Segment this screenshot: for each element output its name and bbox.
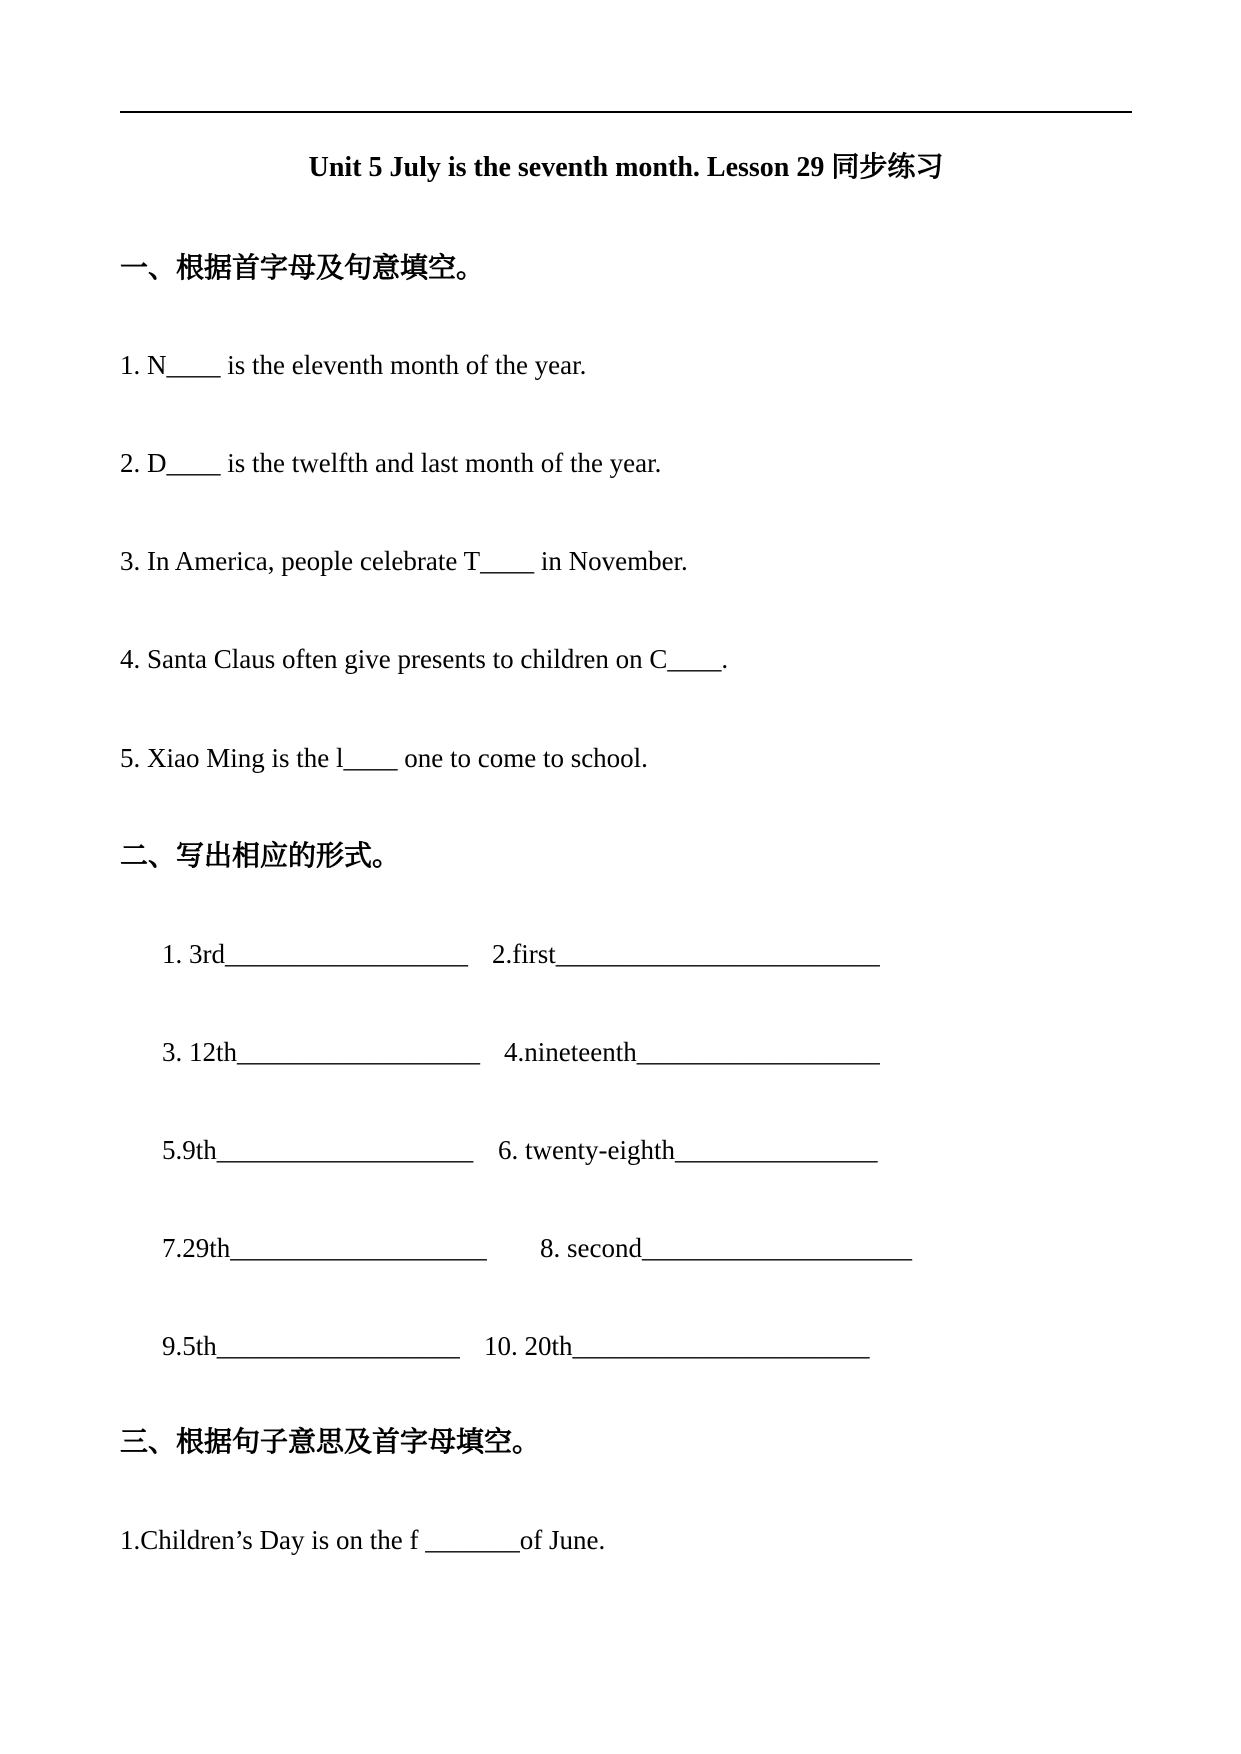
section-3-item-1: 1.Children’s Day is on the f _______of June. xyxy=(120,1525,606,1555)
section-2-item-5: 5.9th___________________ xyxy=(162,1135,474,1165)
section-2-item-4: 4.nineteenth__________________ xyxy=(504,1037,880,1067)
section-1-item-4: 4. Santa Claus often give presents to children on C____. xyxy=(120,644,729,674)
section-1-item-3: 3. In America, people celebrate T____ in November. xyxy=(120,546,688,576)
section-2-item-1: 1. 3rd__________________ xyxy=(162,939,468,969)
section-2-item-6: 6. twenty-eighth_______________ xyxy=(498,1135,878,1165)
page-title: Unit 5 July is the seventh month. Lesson 29 同步练习 xyxy=(308,152,944,183)
section-2-item-2: 2.first________________________ xyxy=(492,939,880,969)
header-rule xyxy=(120,111,1132,113)
section-2-item-3: 3. 12th__________________ xyxy=(162,1037,481,1067)
section-2-item-8: 8. second____________________ xyxy=(540,1233,912,1263)
section-1-item-1: 1. N____ is the eleventh month of the year. xyxy=(120,350,587,380)
section-3-heading: 三、根据句子意思及首字母填空。 xyxy=(120,1425,541,1458)
section-2-item-7: 7.29th___________________ xyxy=(162,1233,487,1263)
section-2-item-10: 10. 20th______________________ xyxy=(484,1331,870,1361)
section-1-item-5: 5. Xiao Ming is the l____ one to come to school. xyxy=(120,743,648,773)
section-2-item-9: 9.5th__________________ xyxy=(162,1331,460,1361)
section-2-heading: 二、写出相应的形式。 xyxy=(120,839,401,872)
section-1-item-2: 2. D____ is the twelfth and last month of the year. xyxy=(120,448,662,478)
section-1-heading: 一、根据首字母及句意填空。 xyxy=(120,251,485,284)
